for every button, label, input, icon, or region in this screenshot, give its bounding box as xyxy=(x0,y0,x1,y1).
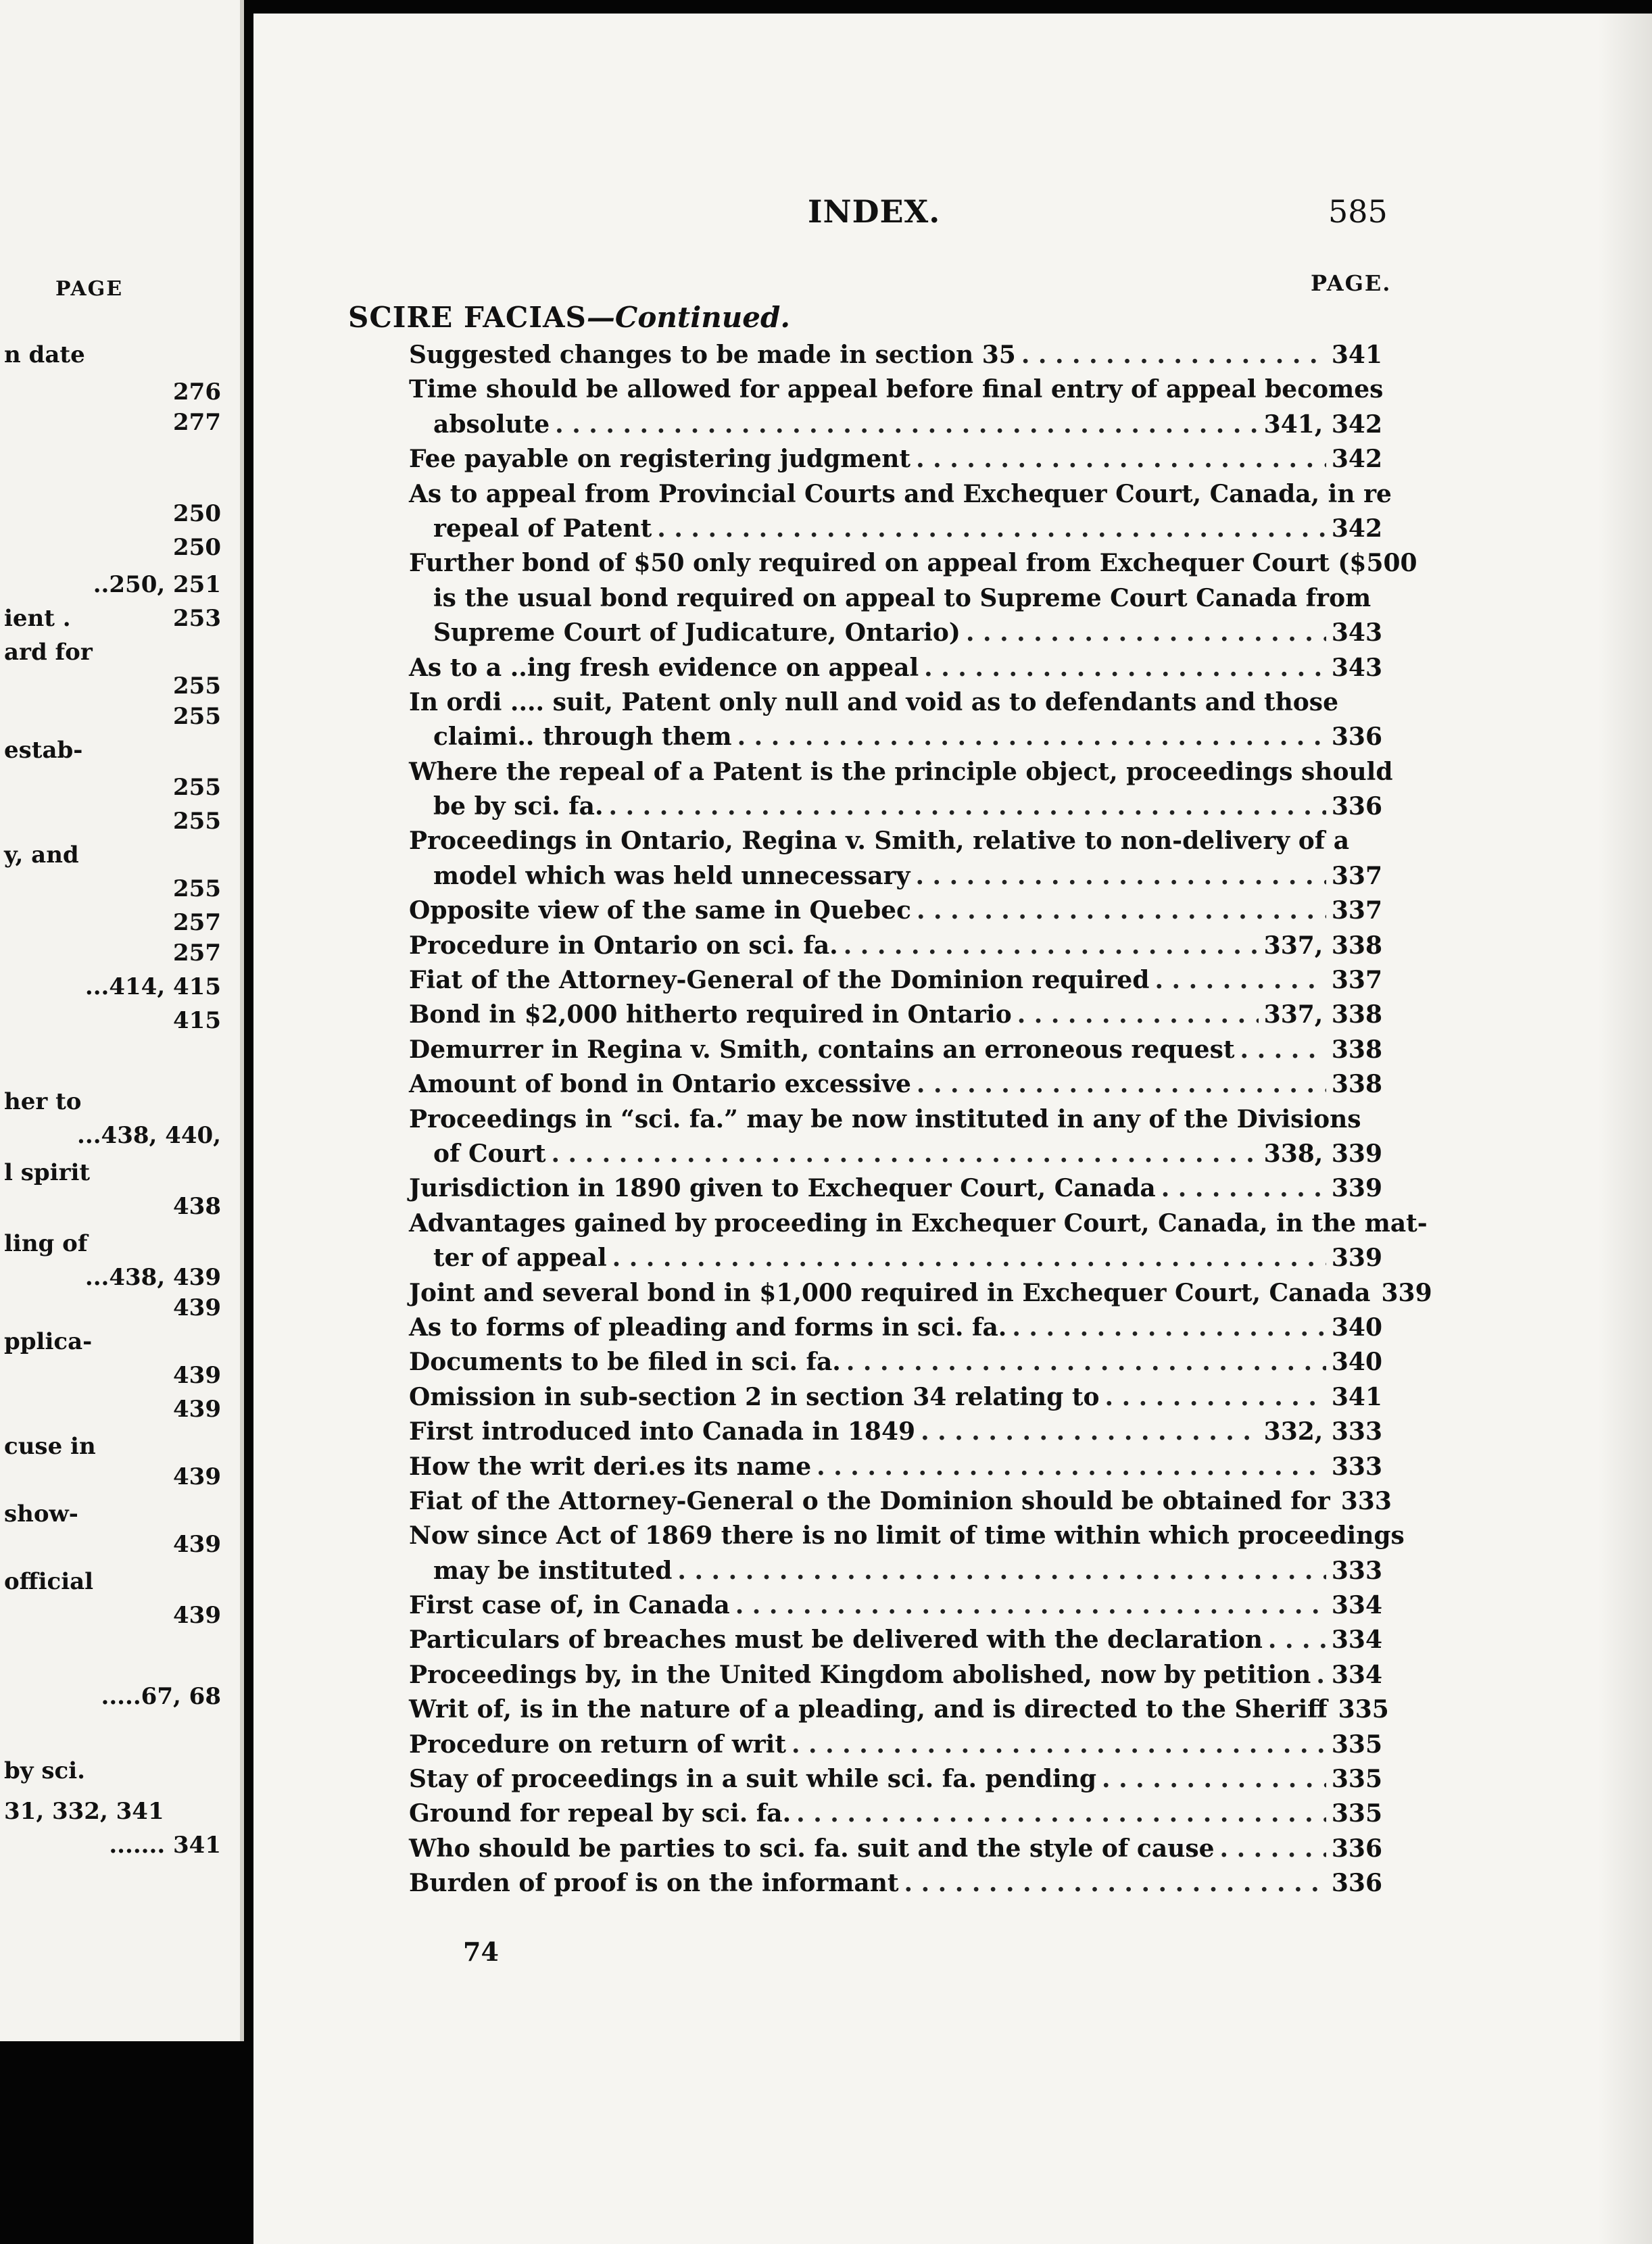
index-entry-line xyxy=(409,824,1382,858)
left-facing-page xyxy=(0,0,244,2041)
entry-text: Burden of proof is on the informant xyxy=(409,1869,899,1898)
entry-page-ref: 338 xyxy=(1331,1070,1382,1099)
entry-page-ref: 343 xyxy=(1331,618,1382,648)
index-entry-line xyxy=(409,512,1382,546)
index-entry-line xyxy=(409,685,1382,720)
index-entry-line xyxy=(409,1415,1382,1449)
left-page-page-ref: 415 xyxy=(173,1007,221,1034)
index-entry-line xyxy=(409,894,1382,928)
left-page-page-ref: 255 xyxy=(173,808,221,835)
left-page-page-ref: ...438, 439 xyxy=(84,1264,221,1291)
index-entry-line xyxy=(409,442,1382,477)
dot-leader xyxy=(677,1554,1326,1588)
index-entry-line xyxy=(409,1206,1428,1241)
left-page-column-label: PAGE xyxy=(55,277,124,301)
index-entry-line xyxy=(409,1484,1392,1519)
index-entry-line xyxy=(409,338,1382,372)
entry-text: As to a ..ing fresh evidence on appeal xyxy=(409,653,919,682)
index-entry-line xyxy=(409,372,1382,407)
entry-page-ref: 341 xyxy=(1331,341,1382,369)
page-number: 585 xyxy=(1328,193,1388,230)
heading-continued: —Continued. xyxy=(586,301,791,334)
entry-text: Ground for repeal by sci. fa. xyxy=(409,1799,792,1828)
left-page-page-ref: 276 xyxy=(173,379,221,406)
entry-text: Procedure in Ontario on sci. fa. xyxy=(409,931,838,960)
dot-leader xyxy=(792,1728,1326,1762)
left-page-page-ref: 257 xyxy=(173,940,221,967)
entry-text: Fiat of the Attorney-General o the Dominion should be obtained for xyxy=(409,1486,1330,1515)
dot-leader xyxy=(796,1797,1326,1831)
entry-text: Opposite view of the same in Quebec xyxy=(409,896,911,925)
entry-page-ref: 341 xyxy=(1331,1382,1382,1411)
dot-leader xyxy=(1240,1033,1326,1067)
left-page-text-fragment: y, and xyxy=(4,842,79,869)
left-page-text-fragment: show- xyxy=(4,1501,78,1528)
entry-text: Advantages gained by proceeding in Exchequer Court, Canada, in the mat- xyxy=(409,1209,1428,1238)
dot-leader xyxy=(921,1415,1259,1449)
entry-text: may be instituted xyxy=(433,1556,673,1585)
left-page-page-ref: 439 xyxy=(173,1463,221,1490)
left-page-page-ref: 250 xyxy=(173,534,221,561)
entry-text: How the writ deri.es its name xyxy=(409,1452,812,1481)
index-entry-line xyxy=(409,1554,1382,1588)
left-page-text-fragment: her to xyxy=(4,1088,82,1115)
index-entry-line xyxy=(409,1866,1382,1901)
index-entry-line xyxy=(409,1137,1382,1171)
index-entry-line xyxy=(409,408,1382,442)
index-entry-line xyxy=(409,1067,1382,1102)
entry-page-ref: 338, 339 xyxy=(1263,1139,1382,1168)
entry-text: Particulars of breaches must be delivered with the declaration xyxy=(409,1626,1263,1655)
left-page-text-fragment: by sci. xyxy=(4,1757,85,1784)
left-page-text-fragment: pplica- xyxy=(4,1328,93,1355)
index-entry-line xyxy=(409,581,1382,616)
entry-page-ref: 343 xyxy=(1331,653,1382,682)
index-entry-line xyxy=(409,1762,1382,1797)
signature-mark: 74 xyxy=(463,1936,499,1967)
left-page-text-fragment: estab- xyxy=(4,737,83,764)
index-entry-line xyxy=(409,1171,1382,1206)
entry-text: Who should be parties to sci. fa. suit and the style of cause xyxy=(409,1834,1215,1863)
dot-leader xyxy=(555,408,1258,442)
dot-leader xyxy=(609,789,1326,824)
index-entry-line xyxy=(409,1276,1432,1311)
entry-text: claimi.. through them xyxy=(433,723,732,752)
dot-leader xyxy=(915,859,1326,894)
index-entry-line xyxy=(409,651,1382,685)
entry-text: Omission in sub-section 2 in section 34 relating to xyxy=(409,1382,1100,1411)
entry-text: Proceedings in Ontario, Regina v. Smith, relative to non-delivery of a xyxy=(409,827,1350,856)
entry-text: Amount of bond in Ontario excessive xyxy=(409,1070,911,1099)
entry-page-ref: 338 xyxy=(1331,1035,1382,1064)
entry-page-ref: 336 xyxy=(1331,1834,1382,1863)
page-edge-shadow xyxy=(1598,14,1652,2244)
left-page-text-fragment: ient . xyxy=(4,605,71,632)
entry-text: Proceedings by, in the United Kingdom abolished, now by petition xyxy=(409,1660,1311,1689)
entry-text: Writ of, is in the nature of a pleading, and is directed to the Sheriff xyxy=(409,1695,1328,1724)
left-page-page-ref: ....... 341 xyxy=(109,1832,221,1859)
index-entry-line xyxy=(409,963,1382,998)
left-page-page-ref: ...414, 415 xyxy=(84,973,221,1000)
index-entry-line xyxy=(409,1241,1382,1275)
entry-page-ref: 337 xyxy=(1331,966,1382,995)
entry-text: First case of, in Canada xyxy=(409,1591,730,1620)
index-entry-line xyxy=(409,1797,1382,1831)
entry-page-ref: 335 xyxy=(1331,1730,1382,1759)
entry-text: repeal of Patent xyxy=(433,514,652,543)
entry-text: ter of appeal xyxy=(433,1244,607,1273)
entry-text: Demurrer in Regina v. Smith, contains an erroneous request xyxy=(409,1035,1235,1064)
left-page-page-ref: 439 xyxy=(173,1396,221,1423)
index-entry-line xyxy=(409,998,1382,1032)
entry-page-ref: 334 xyxy=(1331,1591,1382,1620)
entry-page-ref: 340 xyxy=(1331,1313,1382,1342)
index-entry-line xyxy=(409,1380,1382,1415)
left-page-text-fragment: cuse in xyxy=(4,1433,96,1460)
entry-page-ref: 333 xyxy=(1340,1486,1392,1515)
entry-text: Where the repeal of a Patent is the principle object, proceedings should xyxy=(409,757,1393,786)
dot-leader xyxy=(737,720,1326,754)
dot-leader xyxy=(1155,963,1326,998)
left-page-page-ref: 253 xyxy=(173,605,221,632)
entry-page-ref: 333 xyxy=(1331,1556,1382,1585)
left-page-page-ref: .....67, 68 xyxy=(101,1683,221,1710)
entry-page-ref: 342 xyxy=(1331,445,1382,474)
index-entry-line xyxy=(409,1311,1382,1345)
dot-leader xyxy=(551,1137,1258,1171)
entry-text: Suggested changes to be made in section 35 xyxy=(409,341,1016,369)
entry-text: Procedure on return of writ xyxy=(409,1730,786,1759)
left-page-page-ref: 438 xyxy=(173,1193,221,1220)
entry-page-ref: 335 xyxy=(1331,1765,1382,1794)
dot-leader xyxy=(904,1866,1326,1901)
left-page-page-ref: ..250, 251 xyxy=(93,571,221,598)
dot-leader xyxy=(844,929,1259,963)
entry-page-ref: 334 xyxy=(1331,1626,1382,1655)
running-title: INDEX. xyxy=(808,193,941,230)
entry-text: Stay of proceedings in a suit while sci. fa. pending xyxy=(409,1765,1097,1794)
entry-page-ref: 336 xyxy=(1331,723,1382,752)
index-entry-line xyxy=(409,1519,1405,1553)
entry-text: As to appeal from Provincial Courts and Exchequer Court, Canada, in re xyxy=(409,479,1392,508)
left-page-page-ref: ...438, 440, xyxy=(77,1122,221,1149)
left-page-page-ref: 439 xyxy=(173,1294,221,1321)
left-page-page-ref: 257 xyxy=(173,909,221,936)
entry-page-ref: 335 xyxy=(1338,1695,1389,1724)
dot-leader xyxy=(1017,998,1259,1032)
dot-leader xyxy=(1105,1380,1326,1415)
entry-page-ref: 337 xyxy=(1331,896,1382,925)
entry-page-ref: 335 xyxy=(1331,1799,1382,1828)
dot-leader xyxy=(817,1450,1326,1484)
index-entry-line xyxy=(409,1728,1382,1762)
dot-leader xyxy=(1268,1623,1326,1657)
left-page-page-ref: 250 xyxy=(173,500,221,527)
entry-page-ref: 337, 338 xyxy=(1263,1000,1382,1029)
entry-text: be by sci. fa. xyxy=(433,792,604,821)
dot-leader xyxy=(1102,1762,1326,1797)
entry-text: Further bond of $50 only required on appeal from Exchequer Court ($500 xyxy=(409,549,1417,578)
index-entry-line xyxy=(409,1658,1382,1692)
index-entry-line xyxy=(409,616,1382,650)
entry-text: is the usual bond required on appeal to Supreme Court Canada from xyxy=(433,583,1371,612)
index-entry-line xyxy=(409,859,1382,894)
dot-leader xyxy=(917,1067,1326,1102)
index-entry-line xyxy=(409,1588,1382,1623)
index-entry-line xyxy=(409,1033,1382,1067)
dot-leader xyxy=(1161,1171,1326,1206)
entry-text: Joint and several bond in $1,000 required in Exchequer Court, Canada xyxy=(409,1278,1371,1307)
dot-leader xyxy=(846,1345,1326,1380)
dot-leader xyxy=(917,894,1326,928)
index-entry-line xyxy=(409,1102,1382,1137)
left-page-page-ref: 439 xyxy=(173,1602,221,1629)
entry-page-ref: 339 xyxy=(1331,1174,1382,1203)
dot-leader xyxy=(612,1241,1326,1275)
entry-text: absolute xyxy=(433,410,550,439)
dot-leader xyxy=(1021,338,1326,372)
index-entry-line xyxy=(409,477,1392,512)
left-page-page-ref: 277 xyxy=(173,409,221,436)
index-entry-line xyxy=(409,929,1382,963)
index-entry-line xyxy=(409,1832,1382,1866)
left-page-page-ref: 255 xyxy=(173,673,221,700)
entry-page-ref: 340 xyxy=(1331,1348,1382,1377)
index-page xyxy=(253,14,1652,2244)
entry-text: First introduced into Canada in 1849 xyxy=(409,1417,916,1446)
entry-text: Jurisdiction in 1890 given to Exchequer Court, Canada xyxy=(409,1174,1156,1203)
dot-leader xyxy=(924,651,1326,685)
heading-term: SCIRE FACIAS xyxy=(348,301,587,334)
entry-text: Proceedings in “sci. fa.” may be now instituted in any of the Divisions xyxy=(409,1104,1361,1133)
entry-page-ref: 336 xyxy=(1331,1869,1382,1898)
left-page-page-ref: 255 xyxy=(173,774,221,801)
dot-leader xyxy=(966,616,1326,650)
entry-page-ref: 339 xyxy=(1381,1278,1432,1307)
dot-leader xyxy=(1220,1832,1326,1866)
left-page-text-fragment: ling of xyxy=(4,1230,88,1257)
entry-page-ref: 334 xyxy=(1331,1660,1382,1689)
left-page-text-fragment: official xyxy=(4,1568,94,1595)
entry-text: As to forms of pleading and forms in sci. fa. xyxy=(409,1313,1007,1342)
entry-page-ref: 337 xyxy=(1331,861,1382,890)
entry-text: of Court xyxy=(433,1139,546,1168)
left-page-text-fragment: 31, 332, 341 xyxy=(4,1798,164,1825)
entry-page-ref: 333 xyxy=(1331,1452,1382,1481)
entry-text: Fiat of the Attorney-General of the Dominion required xyxy=(409,966,1150,995)
entry-text: Supreme Court of Judicature, Ontario) xyxy=(433,618,961,648)
left-page-text-fragment: l spirit xyxy=(4,1159,91,1186)
left-page-page-ref: 255 xyxy=(173,875,221,902)
index-entries xyxy=(409,338,1432,1901)
entry-text: In ordi .... suit, Patent only null and void as to defendants and those xyxy=(409,687,1338,716)
dot-leader xyxy=(1316,1658,1326,1692)
entry-page-ref: 337, 338 xyxy=(1263,931,1382,960)
index-heading xyxy=(348,301,790,334)
index-entry-line xyxy=(409,1345,1382,1380)
entry-text: Bond in $2,000 hitherto required in Ontario xyxy=(409,1000,1012,1029)
index-entry-line xyxy=(409,1692,1389,1727)
dot-leader xyxy=(916,442,1326,477)
left-page-page-ref: 439 xyxy=(173,1531,221,1558)
index-entry-line xyxy=(409,1623,1382,1657)
entry-page-ref: 339 xyxy=(1331,1244,1382,1273)
page-column-label: PAGE. xyxy=(1311,270,1392,296)
index-entry-line xyxy=(409,789,1382,824)
dot-leader xyxy=(1012,1311,1326,1345)
left-page-page-ref: 255 xyxy=(173,703,221,730)
left-page-text-fragment: ard for xyxy=(4,639,93,666)
entry-page-ref: 336 xyxy=(1331,792,1382,821)
index-entry-line xyxy=(409,720,1382,754)
entry-page-ref: 332, 333 xyxy=(1263,1417,1382,1446)
index-entry-line xyxy=(409,546,1417,581)
entry-text: model which was held unnecessary xyxy=(433,861,910,890)
left-page-text-fragment: n date xyxy=(4,341,85,368)
index-entry-line xyxy=(409,1450,1382,1484)
entry-text: Documents to be filed in sci. fa. xyxy=(409,1348,841,1377)
entry-text: Time should be allowed for appeal before final entry of appeal becomes xyxy=(409,375,1384,404)
entry-text: Now since Act of 1869 there is no limit of time within which proceedings xyxy=(409,1521,1405,1551)
entry-page-ref: 342 xyxy=(1331,514,1382,543)
dot-leader xyxy=(657,512,1326,546)
entry-page-ref: 341, 342 xyxy=(1263,410,1382,439)
dot-leader xyxy=(735,1588,1326,1623)
index-entry-line xyxy=(409,755,1393,789)
entry-text: Fee payable on registering judgment xyxy=(409,445,911,474)
left-page-page-ref: 439 xyxy=(173,1362,221,1389)
